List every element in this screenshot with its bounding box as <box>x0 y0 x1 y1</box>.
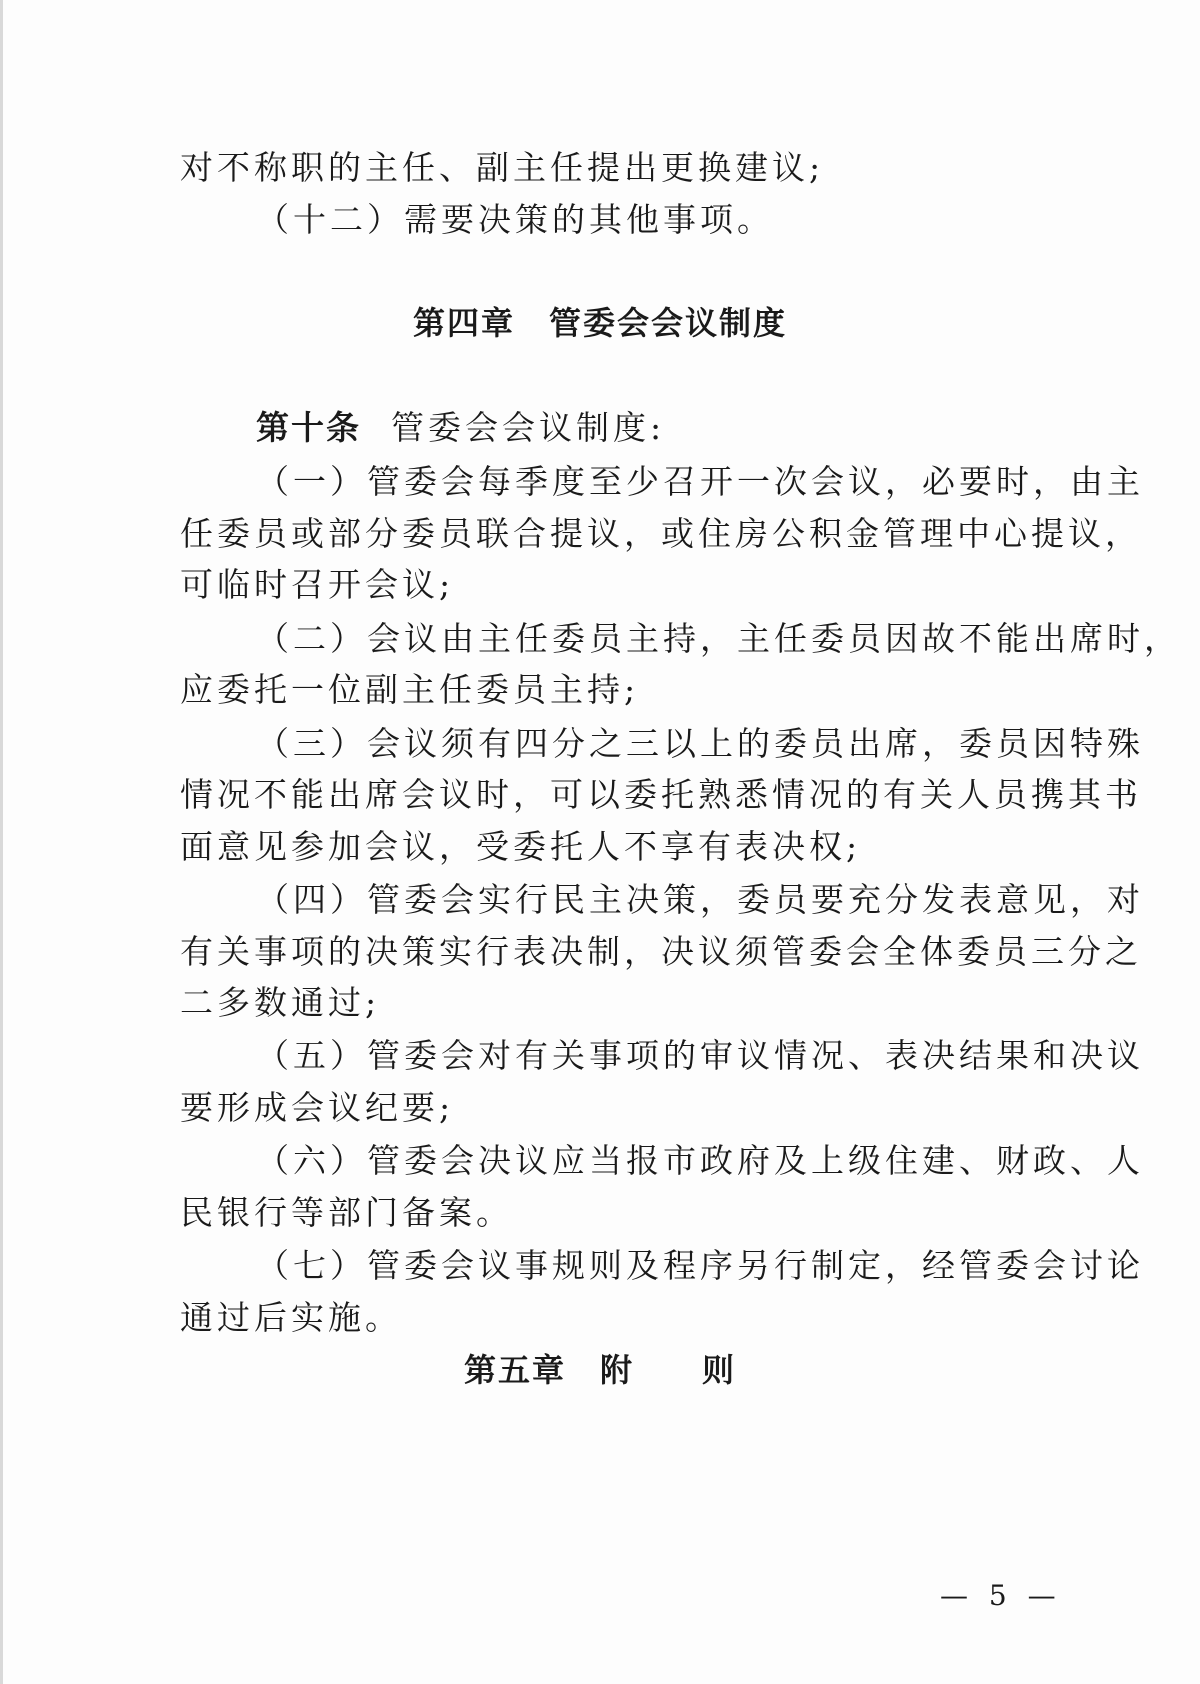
text-line: （七）管委会议事规则及程序另行制定，经管委会讨论 <box>256 1246 1144 1285</box>
text-line: 民银行等部门备案。 <box>180 1193 513 1232</box>
text-line: 面意见参加会议，受委托人不享有表决权; <box>180 827 862 866</box>
text-line: （四）管委会实行民主决策，委员要充分发表意见，对 <box>256 880 1144 919</box>
text-line: （一）管委会每季度至少召开一次会议，必要时，由主 <box>256 462 1144 501</box>
text-line: 可临时召开会议; <box>180 565 455 604</box>
text-line: （五）管委会对有关事项的审议情况、表决结果和决议 <box>256 1036 1144 1075</box>
text-line: 情况不能出席会议时，可以委托熟悉情况的有关人员携其书 <box>180 775 1142 814</box>
text-line: 对不称职的主任、副主任提出更换建议; <box>180 148 825 187</box>
text-line: 应委托一位副主任委员主持; <box>180 670 640 709</box>
text-line: （十二）需要决策的其他事项。 <box>256 200 774 239</box>
chapter-5-heading: 第五章 附 则 <box>463 1351 736 1389</box>
chapter-4-heading: 第四章 管委会会议制度 <box>412 304 787 342</box>
article-10-line <box>256 408 1020 448</box>
page-number: — 5 — <box>940 1579 1062 1612</box>
text-line: 要形成会议纪要; <box>180 1088 455 1127</box>
text-line: （二）会议由主任委员主持，主任委员因故不能出席时， <box>256 619 1181 658</box>
article-10-label: 第十条 <box>256 408 361 447</box>
text-line: 有关事项的决策实行表决制，决议须管委会全体委员三分之 <box>180 932 1142 971</box>
article-10-text: 管委会会议制度: <box>391 408 666 447</box>
text-line: 任委员或部分委员联合提议，或住房公积金管理中心提议， <box>180 514 1142 553</box>
text-line: （六）管委会决议应当报市政府及上级住建、财政、人 <box>256 1141 1144 1180</box>
text-line: （三）会议须有四分之三以上的委员出席，委员因特殊 <box>256 724 1144 763</box>
text-line: 通过后实施。 <box>180 1298 402 1337</box>
text-line: 二多数通过; <box>180 983 381 1022</box>
